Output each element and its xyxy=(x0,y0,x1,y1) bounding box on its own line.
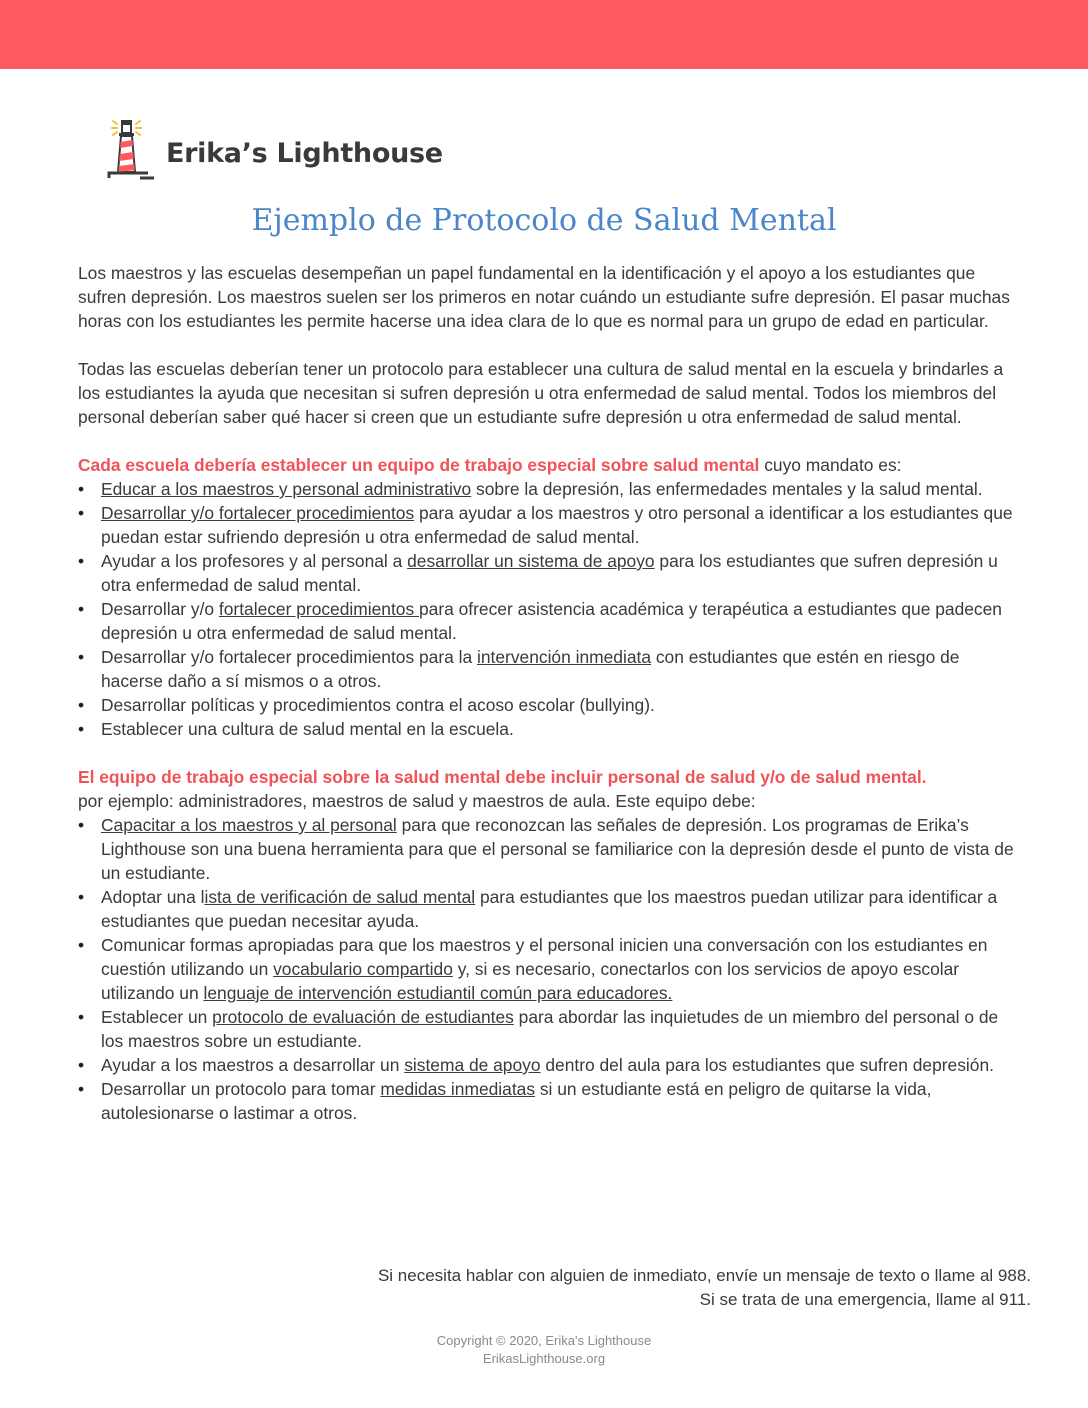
section1-heading-suffix: cuyo mandato es: xyxy=(759,455,902,475)
link[interactable]: desarrollar un sistema de apoyo xyxy=(407,551,655,571)
list-item: • Desarrollar y/o fortalecer procedimientos para la intervención inmediata con estudiantes que estén en riesgo de hacerse daño a sí mismos o a otros. xyxy=(78,645,1018,693)
top-banner xyxy=(0,0,1088,69)
intro-paragraph-1: Los maestros y las escuelas desempeñan un papel fundamental en la identificación y el apoyo a los estudiantes que sufren depresión. Los maestros suelen ser los primeros en notar cuándo un estudiante sufre depresión. El pasar muchas horas con los estudiantes les permite hacerse una idea clara de lo que es normal para un grupo de edad en particular. xyxy=(78,263,1010,331)
website-link[interactable]: ErikasLighthouse.org xyxy=(482,1351,606,1366)
document-body xyxy=(78,261,1018,1125)
page-title: Ejemplo de Protocolo de Salud Mental xyxy=(251,203,837,238)
copyright-text: Copyright © 2020, Erika's Lighthouse xyxy=(436,1333,652,1348)
page-footer xyxy=(0,1332,1088,1368)
list-item: • Educar a los maestros y personal administrativo sobre la depresión, las enfermedades mentales y la salud mental. xyxy=(78,477,1018,501)
link[interactable]: Educar a los maestros y personal administrativo xyxy=(101,479,472,499)
list-item: • Ayudar a los maestros a desarrollar un sistema de apoyo dentro del aula para los estudiantes que sufren depresión. xyxy=(78,1053,1018,1077)
link[interactable]: fortalecer procedimientos xyxy=(218,599,419,619)
contact-line-text: Si necesita hablar con alguien de inmediato, envíe un mensaje de texto o llame al 988. xyxy=(377,1266,1031,1285)
lighthouse-icon xyxy=(104,118,160,182)
list-item: • Establecer un protocolo de evaluación de estudiantes para abordar las inquietudes de un miembro del personal o de los maestros sobre un estudiante. xyxy=(78,1005,1018,1053)
list-item: • Desarrollar y/o fortalecer procedimientos para ofrecer asistencia académica y terapéutica a estudiantes que padecen depresión u otra enfermedad de salud mental. xyxy=(78,597,1018,645)
contact-info xyxy=(378,1264,1031,1312)
link[interactable]: ista de verificación de salud mental xyxy=(204,887,476,907)
contact-line-emergency: Si se trata de una emergencia, llame al 911. xyxy=(699,1290,1031,1309)
section1-list xyxy=(78,477,1018,741)
section2-subheading: por ejemplo: administradores, maestros de salud y maestros de aula. Este equipo debe: xyxy=(78,791,756,811)
list-item: • Establecer una cultura de salud mental en la escuela. xyxy=(78,717,1018,741)
link[interactable]: Desarrollar y/o fortalecer procedimientos xyxy=(101,503,415,523)
list-item: • Desarrollar políticas y procedimientos contra el acoso escolar (bullying). xyxy=(78,693,1018,717)
brand-logo[interactable] xyxy=(104,118,443,182)
link[interactable]: protocolo de evaluación de estudiantes xyxy=(212,1007,514,1027)
section1-heading-highlight: Cada escuela debería establecer un equipo de trabajo especial sobre salud mental xyxy=(78,455,760,475)
list-item: • Ayudar a los profesores y al personal a desarrollar un sistema de apoyo para los estudiantes que sufren depresión u otra enfermedad de salud mental. xyxy=(78,549,1018,597)
list-item: • Comunicar formas apropiadas para que los maestros y el personal inicien una conversación con los estudiantes en cuestión utilizando un vocabulario compartido y, si es necesario, conectarlos con los servicios de apoyo escolar utilizando un lenguaje de intervención estudiantil común para educadores. xyxy=(78,933,1018,1005)
link[interactable]: lenguaje de intervención estudiantil común para educadores. xyxy=(203,983,673,1003)
list-item: • Desarrollar y/o fortalecer procedimientos para ayudar a los maestros y otro personal a identificar a los estudiantes que puedan estar sufriendo depresión u otra enfermedad de salud mental. xyxy=(78,501,1018,549)
intro-paragraph-2: Todas las escuelas deberían tener un protocolo para establecer una cultura de salud mental en la escuela y brindarles a los estudiantes la ayuda que necesitan si sufren depresión u otra enfermedad de salud mental. Todos los miembros del personal deberían saber qué hacer si creen que un estudiante sufre depresión u otra enfermedad de salud mental. xyxy=(78,359,1004,427)
section1-heading xyxy=(78,453,1018,477)
brand-name: Erika’s Lighthouse xyxy=(166,137,443,169)
list-item: • Adoptar una lista de verificación de salud mental para estudiantes que los maestros puedan utilizar para identificar a estudiantes que puedan necesitar ayuda. xyxy=(78,885,1018,933)
link[interactable]: medidas inmediatas xyxy=(380,1079,536,1099)
link[interactable]: vocabulario compartido xyxy=(273,959,453,979)
link[interactable]: intervención inmediata xyxy=(477,647,652,667)
list-item: • Desarrollar un protocolo para tomar medidas inmediatas si un estudiante está en peligro de quitarse la vida, autolesionarse o lastimar a otros. xyxy=(78,1077,1018,1125)
link[interactable]: Capacitar a los maestros y al personal xyxy=(101,815,397,835)
list-item: • Capacitar a los maestros y al personal para que reconozcan las señales de depresión. Los programas de Erika’s Lighthouse son una buena herramienta para que el personal se familiarice con la depresión desde el punto de vista de un estudiante. xyxy=(78,813,1018,885)
section2-heading: El equipo de trabajo especial sobre la salud mental debe incluir personal de salud y/o de salud mental. xyxy=(78,767,927,787)
link[interactable]: sistema de apoyo xyxy=(404,1055,541,1075)
section2-list xyxy=(78,813,1018,1125)
